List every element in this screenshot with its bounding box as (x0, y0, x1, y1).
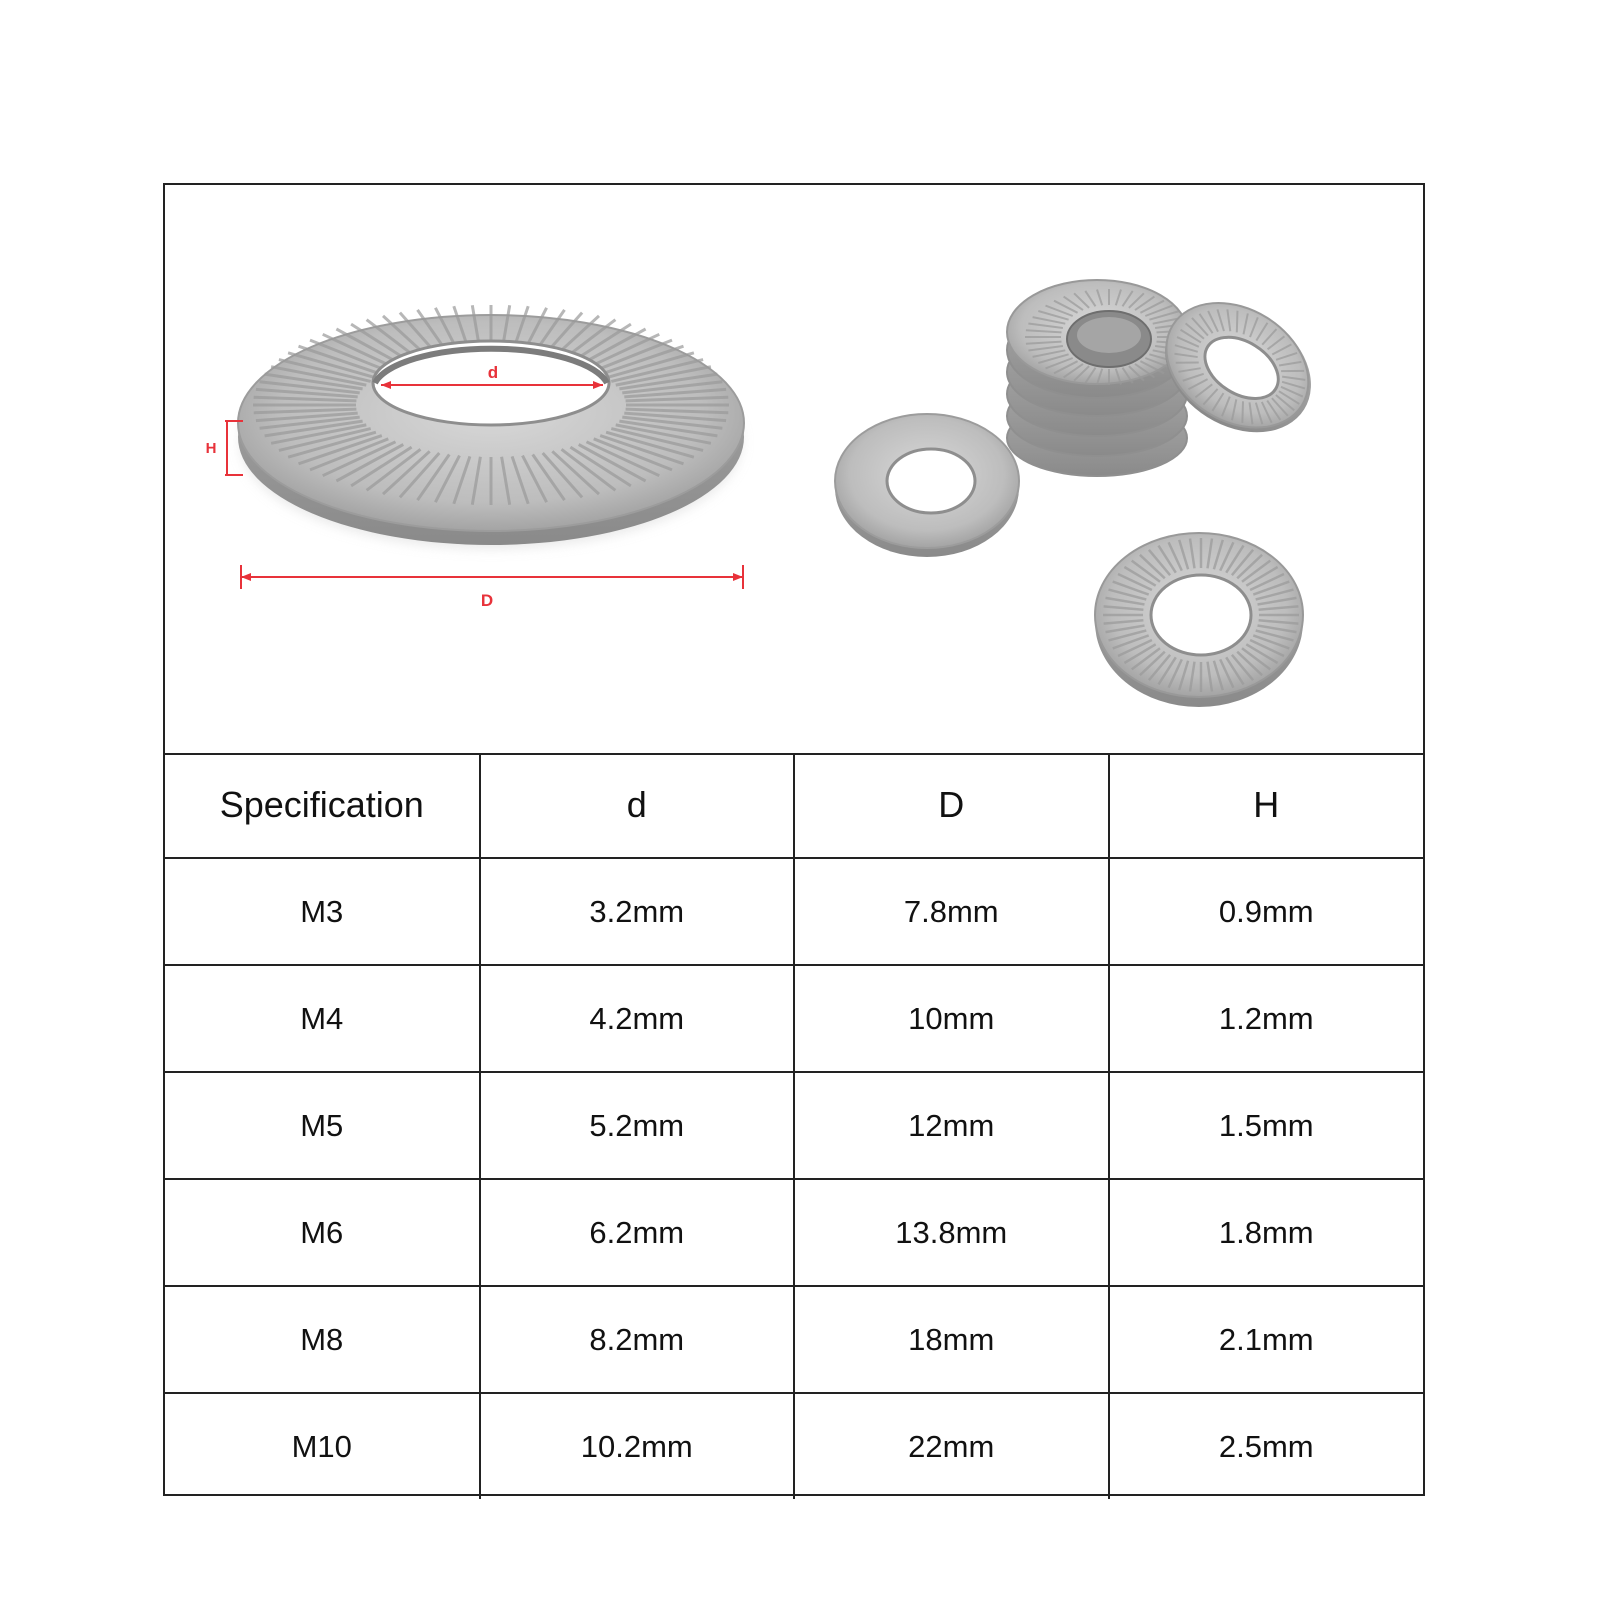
serrated-washer (1095, 533, 1303, 707)
header-H: H (1109, 753, 1424, 858)
cell-spec: M10 (165, 1393, 480, 1499)
table-row (165, 858, 1423, 965)
cell-spec: M6 (165, 1179, 480, 1286)
label-d: d (487, 363, 499, 382)
cell-d: 3.2mm (480, 858, 795, 965)
cell-D: 13.8mm (794, 1179, 1109, 1286)
cell-spec: M4 (165, 965, 480, 1072)
cell-d: 8.2mm (480, 1286, 795, 1393)
cell-d: 4.2mm (480, 965, 795, 1072)
product-figure (165, 185, 1423, 755)
cell-H: 1.2mm (1109, 965, 1424, 1072)
label-D: D (480, 591, 494, 610)
cell-H: 1.8mm (1109, 1179, 1424, 1286)
cell-D: 22mm (794, 1393, 1109, 1499)
flat-washer (835, 414, 1019, 557)
table-row (165, 1286, 1423, 1393)
cell-H: 0.9mm (1109, 858, 1424, 965)
cell-H: 2.1mm (1109, 1286, 1424, 1393)
cell-d: 5.2mm (480, 1072, 795, 1179)
table-row (165, 1072, 1423, 1179)
cell-D: 10mm (794, 965, 1109, 1072)
spec-sheet (163, 183, 1425, 1496)
washer-stack (1007, 280, 1193, 476)
header-specification: Specification (165, 753, 480, 858)
cell-spec: M5 (165, 1072, 480, 1179)
large-washer (238, 305, 744, 548)
table-row (165, 965, 1423, 1072)
spec-table (165, 753, 1423, 1499)
table-row (165, 1179, 1423, 1286)
cell-H: 2.5mm (1109, 1393, 1424, 1499)
table-row (165, 1393, 1423, 1499)
header-D: D (794, 753, 1109, 858)
cell-d: 10.2mm (480, 1393, 795, 1499)
cell-D: 18mm (794, 1286, 1109, 1393)
cell-spec: M3 (165, 858, 480, 965)
table-header-row (165, 753, 1423, 858)
cell-D: 12mm (794, 1072, 1109, 1179)
label-H: H (205, 440, 217, 457)
cell-D: 7.8mm (794, 858, 1109, 965)
header-d: d (480, 753, 795, 858)
cell-H: 1.5mm (1109, 1072, 1424, 1179)
cell-spec: M8 (165, 1286, 480, 1393)
cell-d: 6.2mm (480, 1179, 795, 1286)
washer-illustration (165, 185, 1423, 753)
